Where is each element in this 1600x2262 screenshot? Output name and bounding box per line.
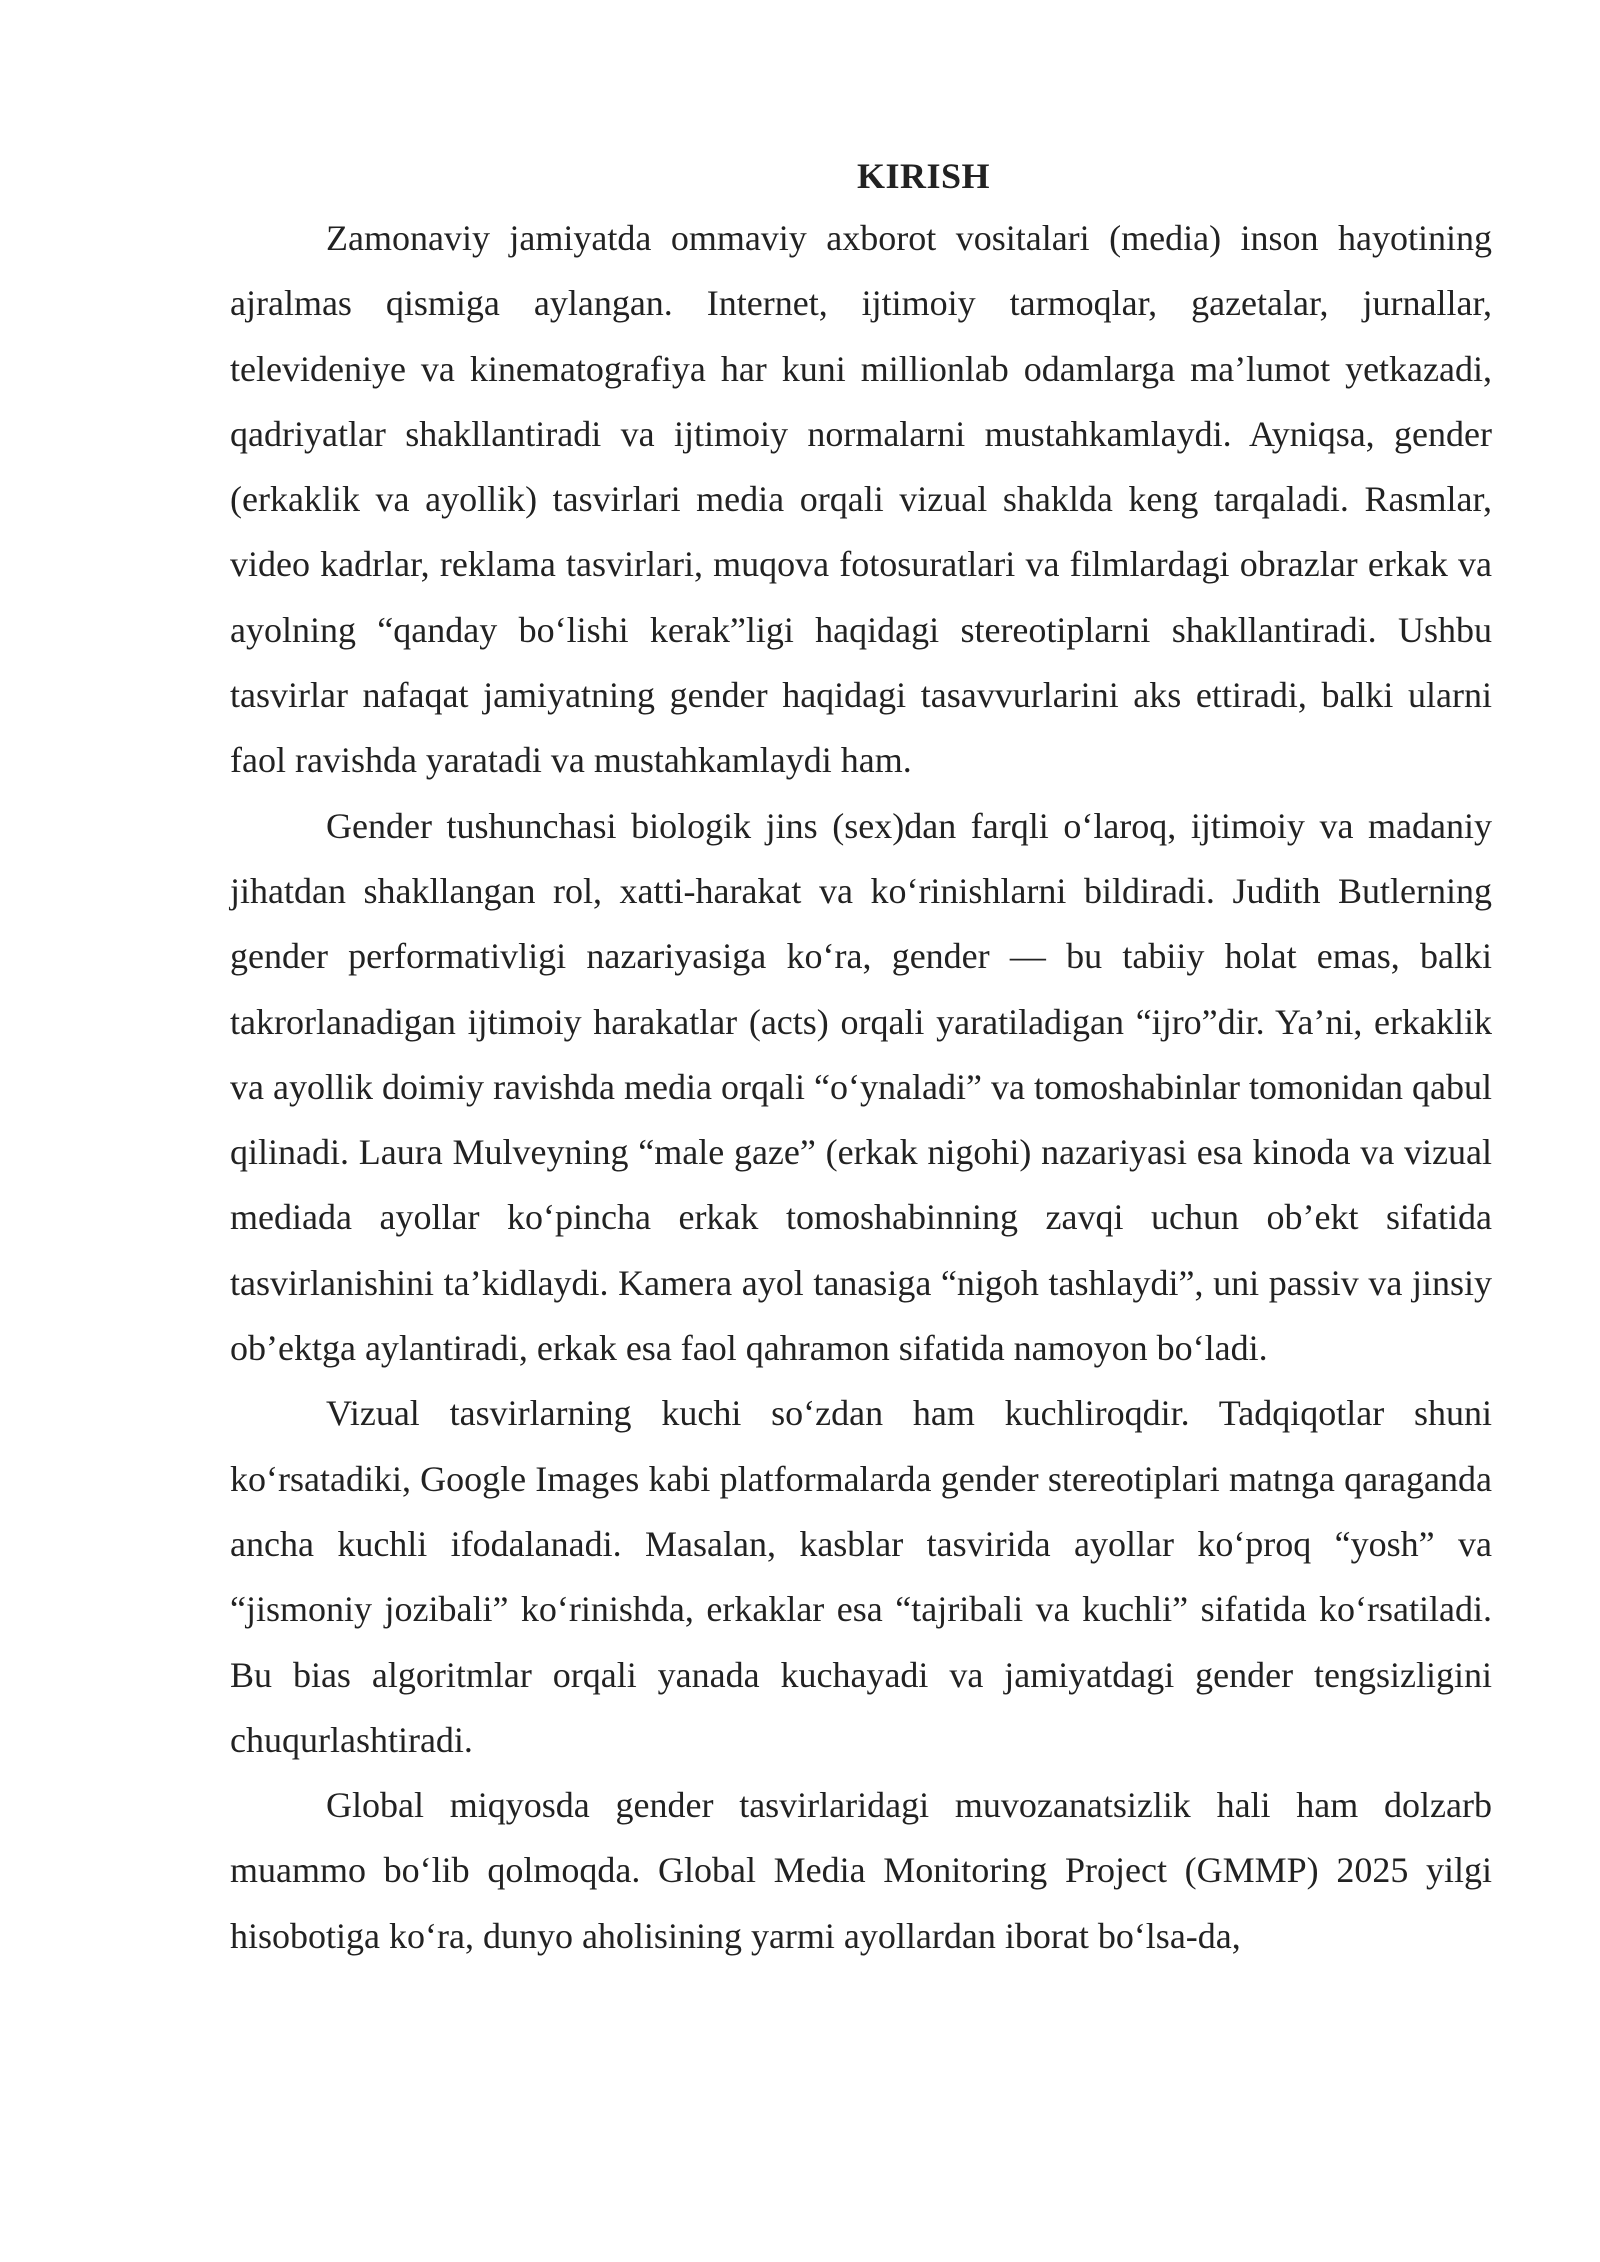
paragraph-1: Zamonaviy jamiyatda ommaviy axborot vositalari (media) inson hayotining ajralmas qismiga aylangan. Internet, ijtimoiy tarmoqlar, gazetalar, jurnallar, televideniye va kinematografiya har kuni millionlab odamlarga ma’lumot yetkazadi, qadriyatlar shakllantiradi va ijtimoiy normalarni mustahkamlaydi. Ayniqsa, gender (erkaklik va ayollik) tasvirlari media orqali vizual shaklda keng tarqaladi. Rasmlar, video kadrlar, reklama tasvirlari, muqova fotosuratlari va filmlardagi obrazlar erkak va ayolning “qanday bo‘lishi kerak”ligi haqidagi stereotiplarni shakllantiradi. Ushbu tasvirlar nafaqat jamiyatning gender haqidagi tasavvurlarini aks ettiradi, balki ularni faol ravishda yaratadi va mustahkamlaydi ham.: [230, 218, 1492, 781]
paragraph-3: Vizual tasvirlarning kuchi so‘zdan ham kuchliroqdir. Tadqiqotlar shuni ko‘rsatadiki, Google Images kabi platformalarda gender stereotiplari matnga qaraganda ancha kuchli ifodalanadi. Masalan, kasblar tasvirida ayollar ko‘proq “yosh” va “jismoniy jozibali” ko‘rinishda, erkaklar esa “tajribali va kuchli” sifatida ko‘rsatiladi. Bu bias algoritmlar orqali yanada kuchayadi va jamiyatdagi gender tengsizligini chuqurlashtiradi.: [230, 1393, 1492, 1760]
paragraph-2: Gender tushunchasi biologik jins (sex)dan farqli o‘laroq, ijtimoiy va madaniy jihatdan shakllangan rol, xatti-harakat va ko‘rinishlarni bildiradi. Judith Butlerning gender performativligi nazariyasiga ko‘ra, gender — bu tabiiy holat emas, balki takrorlanadigan ijtimoiy harakatlar (acts) orqali yaratiladigan “ijro”dir. Ya’ni, erkaklik va ayollik doimiy ravishda media orqali “o‘ynaladi” va tomoshabinlar tomonidan qabul qilinadi. Laura Mulveyning “male gaze” (erkak nigohi) nazariyasi esa kinoda va vizual mediada ayollar ko‘pincha erkak tomoshabinning zavqi uchun ob’ekt sifatida tasvirlanishini ta’kidlaydi. Kamera ayol tanasiga “nigoh tashlaydi”, uni passiv va jinsiy ob’ektga aylantiradi, erkak esa faol qahramon sifatida namoyon bo‘ladi.: [230, 805, 1492, 1369]
paragraph-4: Global miqyosda gender tasvirlaridagi muvozanatsizlik hali ham dolzarb muammo bo‘lib qolmoqda. Global Media Monitoring Project (GMMP) 2025 yilgi hisobotiga ko‘ra, dunyo aholisining yarmi ayollardan iborat bo‘lsa-da,: [230, 1785, 1492, 1956]
page-content: [230, 146, 1492, 1969]
section-heading: KIRISH: [856, 156, 991, 196]
